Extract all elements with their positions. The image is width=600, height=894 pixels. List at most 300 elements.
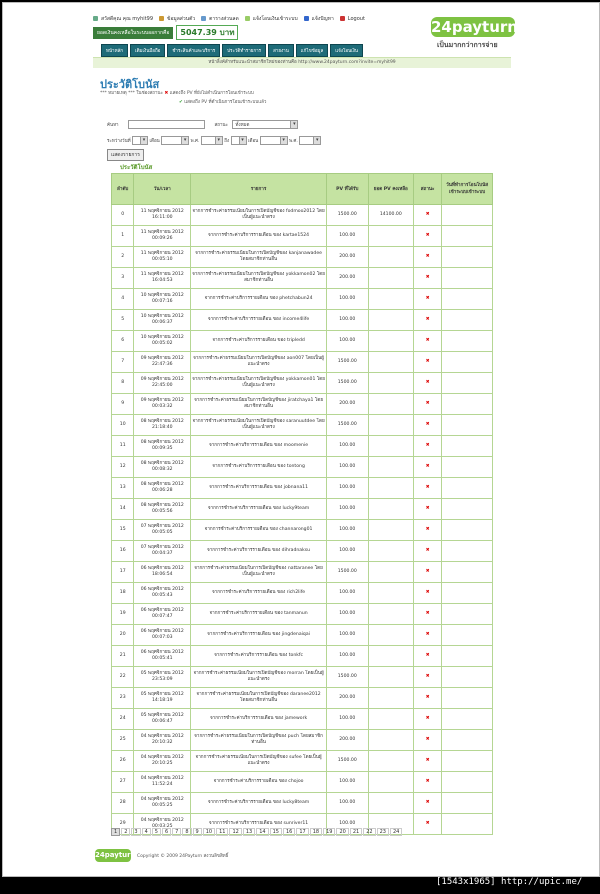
row-date: 11 พฤศจิกายน 2012 (140, 251, 184, 256)
row-balance (368, 667, 414, 688)
row-time: 20:10:25 (151, 761, 173, 766)
row-balance (368, 625, 414, 646)
chevron-down-icon: ▾ (313, 137, 320, 144)
row-datetime (134, 751, 191, 772)
row-pv: 200.00 (326, 730, 368, 751)
row-number: 17 (112, 562, 134, 583)
row-status (414, 625, 442, 646)
row-datetime (134, 310, 191, 331)
row-balance (368, 604, 414, 625)
row-number: 28 (112, 793, 134, 814)
table-row (112, 520, 493, 541)
row-number: 23 (112, 688, 134, 709)
page-link[interactable]: 7 (172, 828, 181, 836)
page-link[interactable]: 14 (256, 828, 268, 836)
row-time: 14:18:19 (151, 698, 173, 703)
page-link[interactable]: 9 (193, 828, 202, 836)
x-icon: ✖ (425, 632, 430, 637)
x-icon: ✖ (425, 485, 430, 490)
to-year-select[interactable] (299, 136, 321, 145)
topbar-link[interactable] (340, 16, 368, 22)
row-date: 04 พฤศจิกายน 2012 (140, 734, 184, 739)
x-icon: ✖ (425, 422, 430, 427)
table-row (112, 331, 493, 352)
row-pv: 1500.00 (326, 751, 368, 772)
row-time: 00:04:37 (151, 551, 173, 556)
transfer-icon (245, 16, 250, 21)
row-status (414, 814, 442, 835)
to-day-select[interactable] (231, 136, 247, 145)
row-datetime (134, 667, 191, 688)
row-status (414, 373, 442, 394)
top-user-bar (93, 15, 371, 23)
row-datetime (134, 541, 191, 562)
watermark-text: [1543x1965] http://upic.me/ (436, 877, 583, 887)
topbar-link (93, 16, 156, 22)
from-month-select[interactable] (161, 136, 189, 145)
row-description: จากการชำระค่าธรรมเนียมในการเปิดบัญชีของ morran โดยเป็นผู้แนะนำตรง (191, 667, 327, 688)
row-pv: 1500.00 (326, 667, 368, 688)
table-row (112, 709, 493, 730)
row-datetime (134, 457, 191, 478)
table-row (112, 394, 493, 415)
column-header: สถานะ (414, 174, 442, 205)
table-row (112, 373, 493, 394)
page-link[interactable]: 12 (229, 828, 241, 836)
row-time: 00:05:56 (151, 509, 173, 514)
nav-tab[interactable]: แก้ไขข้อมูล (296, 44, 328, 57)
x-icon: ✖ (425, 254, 430, 259)
row-pv: 200.00 (326, 688, 368, 709)
row-number: 10 (112, 415, 134, 436)
row-transfer-date (442, 310, 493, 331)
help-icon (304, 16, 309, 21)
x-icon: ✖ (425, 233, 430, 238)
row-date: 07 พฤศจิกายน 2012 (140, 545, 184, 550)
row-status (414, 310, 442, 331)
row-date: 08 พฤศจิกายน 2012 (140, 461, 184, 466)
row-description: จากการชำระค่าธรรมเนียมในการเปิดบัญชีของ nattaranee โดยเป็นผู้แนะนำตรง (191, 562, 327, 583)
page-link[interactable]: 5 (152, 828, 161, 836)
column-header: PV ที่ได้รับ (326, 174, 368, 205)
topbar-link[interactable] (159, 16, 198, 22)
row-balance (368, 394, 414, 415)
x-icon: ✖ (425, 611, 430, 616)
row-number: 18 (112, 583, 134, 604)
row-time: 00:06:28 (151, 488, 173, 493)
row-date: 04 พฤศจิกายน 2012 (140, 797, 184, 802)
row-description: จากการชำระค่าธรรมเนียมในการเปิดบัญชีของ yokkamon01 โดยเป็นผู้แนะนำตรง (191, 373, 327, 394)
row-pv: 100.00 (326, 646, 368, 667)
row-number: 6 (112, 331, 134, 352)
row-date: 06 พฤศจิกายน 2012 (140, 566, 184, 571)
page-link[interactable]: 13 (243, 828, 255, 836)
row-status (414, 415, 442, 436)
page-link[interactable]: 3 (131, 828, 140, 836)
row-time: 00:07:16 (151, 299, 173, 304)
row-number: 12 (112, 457, 134, 478)
status-label: สถานะ (214, 123, 228, 128)
row-pv: 100.00 (326, 772, 368, 793)
row-description: จากการชำระค่าบริการรายเดือน ของ income4life (191, 310, 327, 331)
brand-logo[interactable] (431, 17, 518, 50)
row-pv: 1500.00 (326, 205, 368, 226)
legend-prefix: *** หมายเหตุ *** ในช่องสถานะ (100, 91, 164, 96)
nav-tab[interactable]: ประวัติทำรายการ (222, 44, 266, 57)
row-balance (368, 793, 414, 814)
table-row (112, 478, 493, 499)
page-title: ประวัติโบนัส (100, 78, 160, 91)
page-link[interactable]: 20 (336, 828, 348, 836)
row-pv: 1500.00 (326, 352, 368, 373)
row-time: 00:05:10 (151, 257, 173, 262)
row-time: 21:18:40 (151, 425, 173, 430)
table-row (112, 247, 493, 268)
from-day-select[interactable] (132, 136, 148, 145)
from-year-select[interactable] (201, 136, 223, 145)
row-time: 00:06:37 (151, 320, 173, 325)
row-time: 00:03:32 (151, 404, 173, 409)
row-balance (368, 709, 414, 730)
table-row (112, 352, 493, 373)
row-datetime (134, 688, 191, 709)
nav-tab[interactable]: ชำระสินค้าและบริการ (167, 44, 220, 57)
row-number: 8 (112, 373, 134, 394)
row-time: 00:09:26 (151, 236, 173, 241)
row-time: 00:05:41 (151, 656, 173, 661)
row-datetime (134, 772, 191, 793)
row-date: 06 พฤศจิกายน 2012 (140, 608, 184, 613)
row-number: 20 (112, 625, 134, 646)
row-transfer-date (442, 415, 493, 436)
logo-text: 24payturn (431, 18, 518, 36)
page-link[interactable]: 2 (121, 828, 130, 836)
row-time: 11:52:24 (151, 782, 173, 787)
row-description: จากการชำระค่าบริการรายเดือน ของ jingdenaiqai (191, 625, 327, 646)
column-header: วัน/เวลา (134, 174, 191, 205)
row-datetime (134, 604, 191, 625)
row-pv: 1500.00 (326, 415, 368, 436)
row-transfer-date (442, 520, 493, 541)
row-date: 04 พฤศจิกายน 2012 (140, 818, 184, 823)
x-icon: ✖ (425, 401, 430, 406)
topbar-link[interactable] (304, 16, 337, 22)
row-transfer-date (442, 499, 493, 520)
row-description: จากการชำระค่าธรรมเนียมในการเปิดบัญชีของ saranuutdee โดยเป็นผู้แนะนำตรง (191, 415, 327, 436)
row-status (414, 289, 442, 310)
topbar-link-label: แจ้งโอนเงินเข้าระบบ (252, 16, 298, 22)
row-transfer-date (442, 226, 493, 247)
profile-icon (159, 16, 164, 21)
table-row (112, 226, 493, 247)
row-number: 1 (112, 226, 134, 247)
balance-label: ยอดเงินคงเหลือในระบบออกากคือ (93, 27, 173, 39)
logo-tagline: เป็นมากกว่าการจ่าย (437, 41, 498, 49)
main-nav (101, 44, 365, 57)
row-datetime (134, 205, 191, 226)
table-row (112, 730, 493, 751)
row-balance (368, 226, 414, 247)
page-link[interactable]: 8 (182, 828, 191, 836)
row-description: จากการชำระค่าบริการรายเดือน ของ tontong (191, 457, 327, 478)
row-status (414, 667, 442, 688)
row-number: 5 (112, 310, 134, 331)
nav-tab[interactable]: เติมเงินมือถือ (130, 44, 165, 57)
search-input[interactable] (128, 120, 205, 129)
row-time: 00:05:43 (151, 593, 173, 598)
row-status (414, 394, 442, 415)
topbar-link-label: Logout (347, 16, 365, 22)
table-row (112, 646, 493, 667)
row-description: จากการชำระค่าธรรมเนียมในการเปิดบัญชีของ puch โดยสมาชิกท่านอื่น (191, 730, 327, 751)
footer (95, 849, 228, 862)
row-time: 18:06:54 (151, 572, 173, 577)
row-description: จากการชำระค่าบริการรายเดือน ของ tonkfc (191, 646, 327, 667)
copyright-text: Copyright © 2009 24Payturn สงวนลิขสิทธิ์ (137, 854, 229, 859)
row-balance (368, 310, 414, 331)
row-pv: 200.00 (326, 394, 368, 415)
row-balance (368, 457, 414, 478)
row-pv: 100.00 (326, 520, 368, 541)
page (2, 2, 600, 877)
row-balance (368, 478, 414, 499)
row-status (414, 205, 442, 226)
row-description: จากการชำระค่าธรรมเนียมในการเปิดบัญชีของ sufee โดยเป็นผู้แนะนำตรง (191, 751, 327, 772)
page-link[interactable]: 16 (283, 828, 295, 836)
row-description: จากการชำระค่าบริการรายเดือน ของ tripledd (191, 331, 327, 352)
row-transfer-date (442, 436, 493, 457)
pagination (111, 828, 403, 836)
row-description: จากการชำระค่าบริการรายเดือน ของ jobnana11 (191, 478, 327, 499)
row-time: 20:10:32 (151, 740, 173, 745)
page-link[interactable]: 21 (350, 828, 362, 836)
row-number: 21 (112, 646, 134, 667)
page-link[interactable]: 22 (363, 828, 375, 836)
legend-line-2-text: แสดงถึง PV ที่ดำเนินการโอนเข้าระบบแล้ว (184, 100, 267, 105)
row-transfer-date (442, 751, 493, 772)
row-status (414, 478, 442, 499)
chevron-down-icon: ▾ (239, 137, 246, 144)
page-link[interactable]: 17 (296, 828, 308, 836)
row-time: 00:08:32 (151, 467, 173, 472)
row-date: 05 พฤศจิกายน 2012 (140, 713, 184, 718)
row-transfer-date (442, 205, 493, 226)
row-status (414, 247, 442, 268)
row-pv: 1500.00 (326, 562, 368, 583)
row-description: จากการชำระค่าธรรมเนียมในการเปิดบัญชีของ aon007 โดยเป็นผู้แนะนำตรง (191, 352, 327, 373)
table-row (112, 436, 493, 457)
x-icon: ✖ (425, 212, 430, 217)
row-balance (368, 562, 414, 583)
table-row (112, 562, 493, 583)
row-transfer-date (442, 373, 493, 394)
row-datetime (134, 331, 191, 352)
row-status (414, 793, 442, 814)
x-icon: ✖ (425, 548, 430, 553)
page-link[interactable]: 6 (162, 828, 171, 836)
status-select-value: ทั้งหมด (235, 123, 250, 128)
show-list-button[interactable]: แสดงรายการ (107, 149, 144, 161)
row-balance (368, 289, 414, 310)
row-status (414, 583, 442, 604)
row-datetime (134, 394, 191, 415)
row-description: จากการชำระค่าบริการรายเดือน ของ sunriver11 (191, 814, 327, 835)
row-description: จากการชำระค่าบริการรายเดือน ของ tanmanun (191, 604, 327, 625)
page-link[interactable]: 11 (216, 828, 228, 836)
table-header-row (112, 174, 493, 205)
row-datetime (134, 562, 191, 583)
row-datetime (134, 268, 191, 289)
page-link[interactable]: 15 (270, 828, 282, 836)
x-icon: ✖ (425, 569, 430, 574)
column-header: ลำดับ (112, 174, 134, 205)
row-description: จากการชำระค่าบริการรายเดือน ของ lucky9team (191, 499, 327, 520)
row-date: 09 พฤศจิกายน 2012 (140, 356, 184, 361)
row-number: 22 (112, 667, 134, 688)
table-row (112, 583, 493, 604)
page-link[interactable]: 1 (111, 828, 120, 836)
x-icon: ✖ (425, 380, 430, 385)
row-date: 10 พฤศจิกายน 2012 (140, 314, 184, 319)
row-transfer-date (442, 268, 493, 289)
row-date: 09 พฤศจิกายน 2012 (140, 377, 184, 382)
to-month-select[interactable] (260, 136, 288, 145)
nav-tab[interactable]: หน้าหลัก (101, 44, 128, 57)
row-transfer-date (442, 772, 493, 793)
row-pv: 200.00 (326, 247, 368, 268)
chevron-down-icon: ▾ (280, 137, 287, 144)
row-pv: 100.00 (326, 226, 368, 247)
calendar-icon (201, 16, 206, 21)
status-select[interactable] (232, 120, 298, 129)
row-pv: 200.00 (326, 268, 368, 289)
page-link[interactable]: 4 (142, 828, 151, 836)
x-icon: ✖ (425, 464, 430, 469)
row-date: 11 พฤศจิกายน 2012 (140, 230, 184, 235)
column-header: วันที่ทำการโอนโบนัส เข้าระบบเข้าระบบ (442, 174, 493, 205)
page-link[interactable]: 19 (323, 828, 335, 836)
row-number: 4 (112, 289, 134, 310)
x-icon: ✖ (425, 674, 430, 679)
table-row (112, 751, 493, 772)
to-year-label: พ.ศ. (289, 139, 298, 144)
row-transfer-date (442, 289, 493, 310)
row-date: 10 พฤศจิกายน 2012 (140, 335, 184, 340)
table-row (112, 625, 493, 646)
table-row (112, 688, 493, 709)
row-balance (368, 373, 414, 394)
legend-suffix: แสดงถึง PV ที่ยังไม่ดำเนินการโอนเข้าระบบ (169, 91, 254, 96)
row-transfer-date (442, 793, 493, 814)
row-description: จากการชำระค่าบริการรายเดือน ของ dihradnaksu (191, 541, 327, 562)
row-date: 09 พฤศจิกายน 2012 (140, 398, 184, 403)
row-transfer-date (442, 331, 493, 352)
row-number: 15 (112, 520, 134, 541)
row-date: 11 พฤศจิกายน 2012 (140, 209, 184, 214)
page-link[interactable]: 10 (203, 828, 215, 836)
referral-link-bar[interactable]: หน้าลิ้งค์สำหรับแนะนำสมาชิกใหม่ของท่านคือ http://www.24payturn.com?invite=myhit99 (93, 57, 511, 68)
row-number: 0 (112, 205, 134, 226)
row-date: 08 พฤศจิกายน 2012 (140, 482, 184, 487)
to-month-label: เดือน (247, 139, 259, 144)
user-icon (93, 16, 98, 21)
x-icon: ✖ (425, 359, 430, 364)
row-time: 16:04:53 (151, 278, 173, 283)
table-row (112, 310, 493, 331)
row-number: 11 (112, 436, 134, 457)
chevron-down-icon: ▾ (181, 137, 188, 144)
row-balance: 14100.00 (368, 205, 414, 226)
row-description: จากการชำระค่าธรรมเนียมในการเปิดบัญชีของ daranee2012 โดยสมาชิกท่านอื่น (191, 688, 327, 709)
row-pv: 100.00 (326, 625, 368, 646)
footer-logo: 24payturn (95, 849, 131, 862)
table-row (112, 604, 493, 625)
row-date: 06 พฤศจิกายน 2012 (140, 650, 184, 655)
row-number: 27 (112, 772, 134, 793)
x-icon: ✖ (425, 443, 430, 448)
nav-tab[interactable]: สายงาน (268, 44, 294, 57)
row-datetime (134, 352, 191, 373)
row-pv: 100.00 (326, 793, 368, 814)
row-status (414, 457, 442, 478)
balance-box (93, 27, 238, 38)
page-link[interactable]: 24 (390, 828, 402, 836)
filter-form (107, 120, 321, 145)
x-icon: ✖ (425, 296, 430, 301)
row-number: 29 (112, 814, 134, 835)
x-icon: ✖ (425, 800, 430, 805)
row-status (414, 709, 442, 730)
row-balance (368, 772, 414, 793)
row-description: จากการชำระค่าบริการรายเดือน ของ channarong01 (191, 520, 327, 541)
row-datetime (134, 247, 191, 268)
row-transfer-date (442, 814, 493, 835)
topbar-link[interactable] (245, 16, 301, 22)
row-description: จากการชำระค่าบริการรายเดือน ของ jamework (191, 709, 327, 730)
row-datetime (134, 583, 191, 604)
x-icon: ✖ (425, 317, 430, 322)
x-icon: ✖ (425, 779, 430, 784)
row-date: 04 พฤศจิกายน 2012 (140, 755, 184, 760)
nav-tab[interactable]: แจ้งโอนเงิน (330, 44, 363, 57)
row-balance (368, 688, 414, 709)
row-date: 04 พฤศจิกายน 2012 (140, 776, 184, 781)
x-icon: ✖ (425, 527, 430, 532)
page-link[interactable]: 18 (310, 828, 322, 836)
table-title: ประวัติโบนัส (120, 164, 153, 171)
row-status (414, 730, 442, 751)
row-description: จากการชำระค่าธรรมเนียมในการเปิดบัญชีของ kanjanawadee โดยสมาชิกท่านอื่น (191, 247, 327, 268)
row-number: 25 (112, 730, 134, 751)
row-time: 22:47:36 (151, 362, 173, 367)
row-date: 07 พฤศจิกายน 2012 (140, 524, 184, 529)
from-year-label: พ.ศ. (190, 139, 200, 144)
row-time: 00:05:25 (151, 803, 173, 808)
row-balance (368, 751, 414, 772)
row-balance (368, 268, 414, 289)
row-date: 08 พฤศจิกายน 2012 (140, 503, 184, 508)
row-status (414, 226, 442, 247)
row-description: จากการชำระค่าบริการรายเดือน ของ chojoo (191, 772, 327, 793)
topbar-link[interactable] (201, 16, 242, 22)
table-row (112, 772, 493, 793)
x-icon: ✖ (425, 695, 430, 700)
page-link[interactable]: 23 (377, 828, 389, 836)
row-transfer-date (442, 394, 493, 415)
table-row (112, 289, 493, 310)
row-balance (368, 646, 414, 667)
row-pv: 100.00 (326, 583, 368, 604)
